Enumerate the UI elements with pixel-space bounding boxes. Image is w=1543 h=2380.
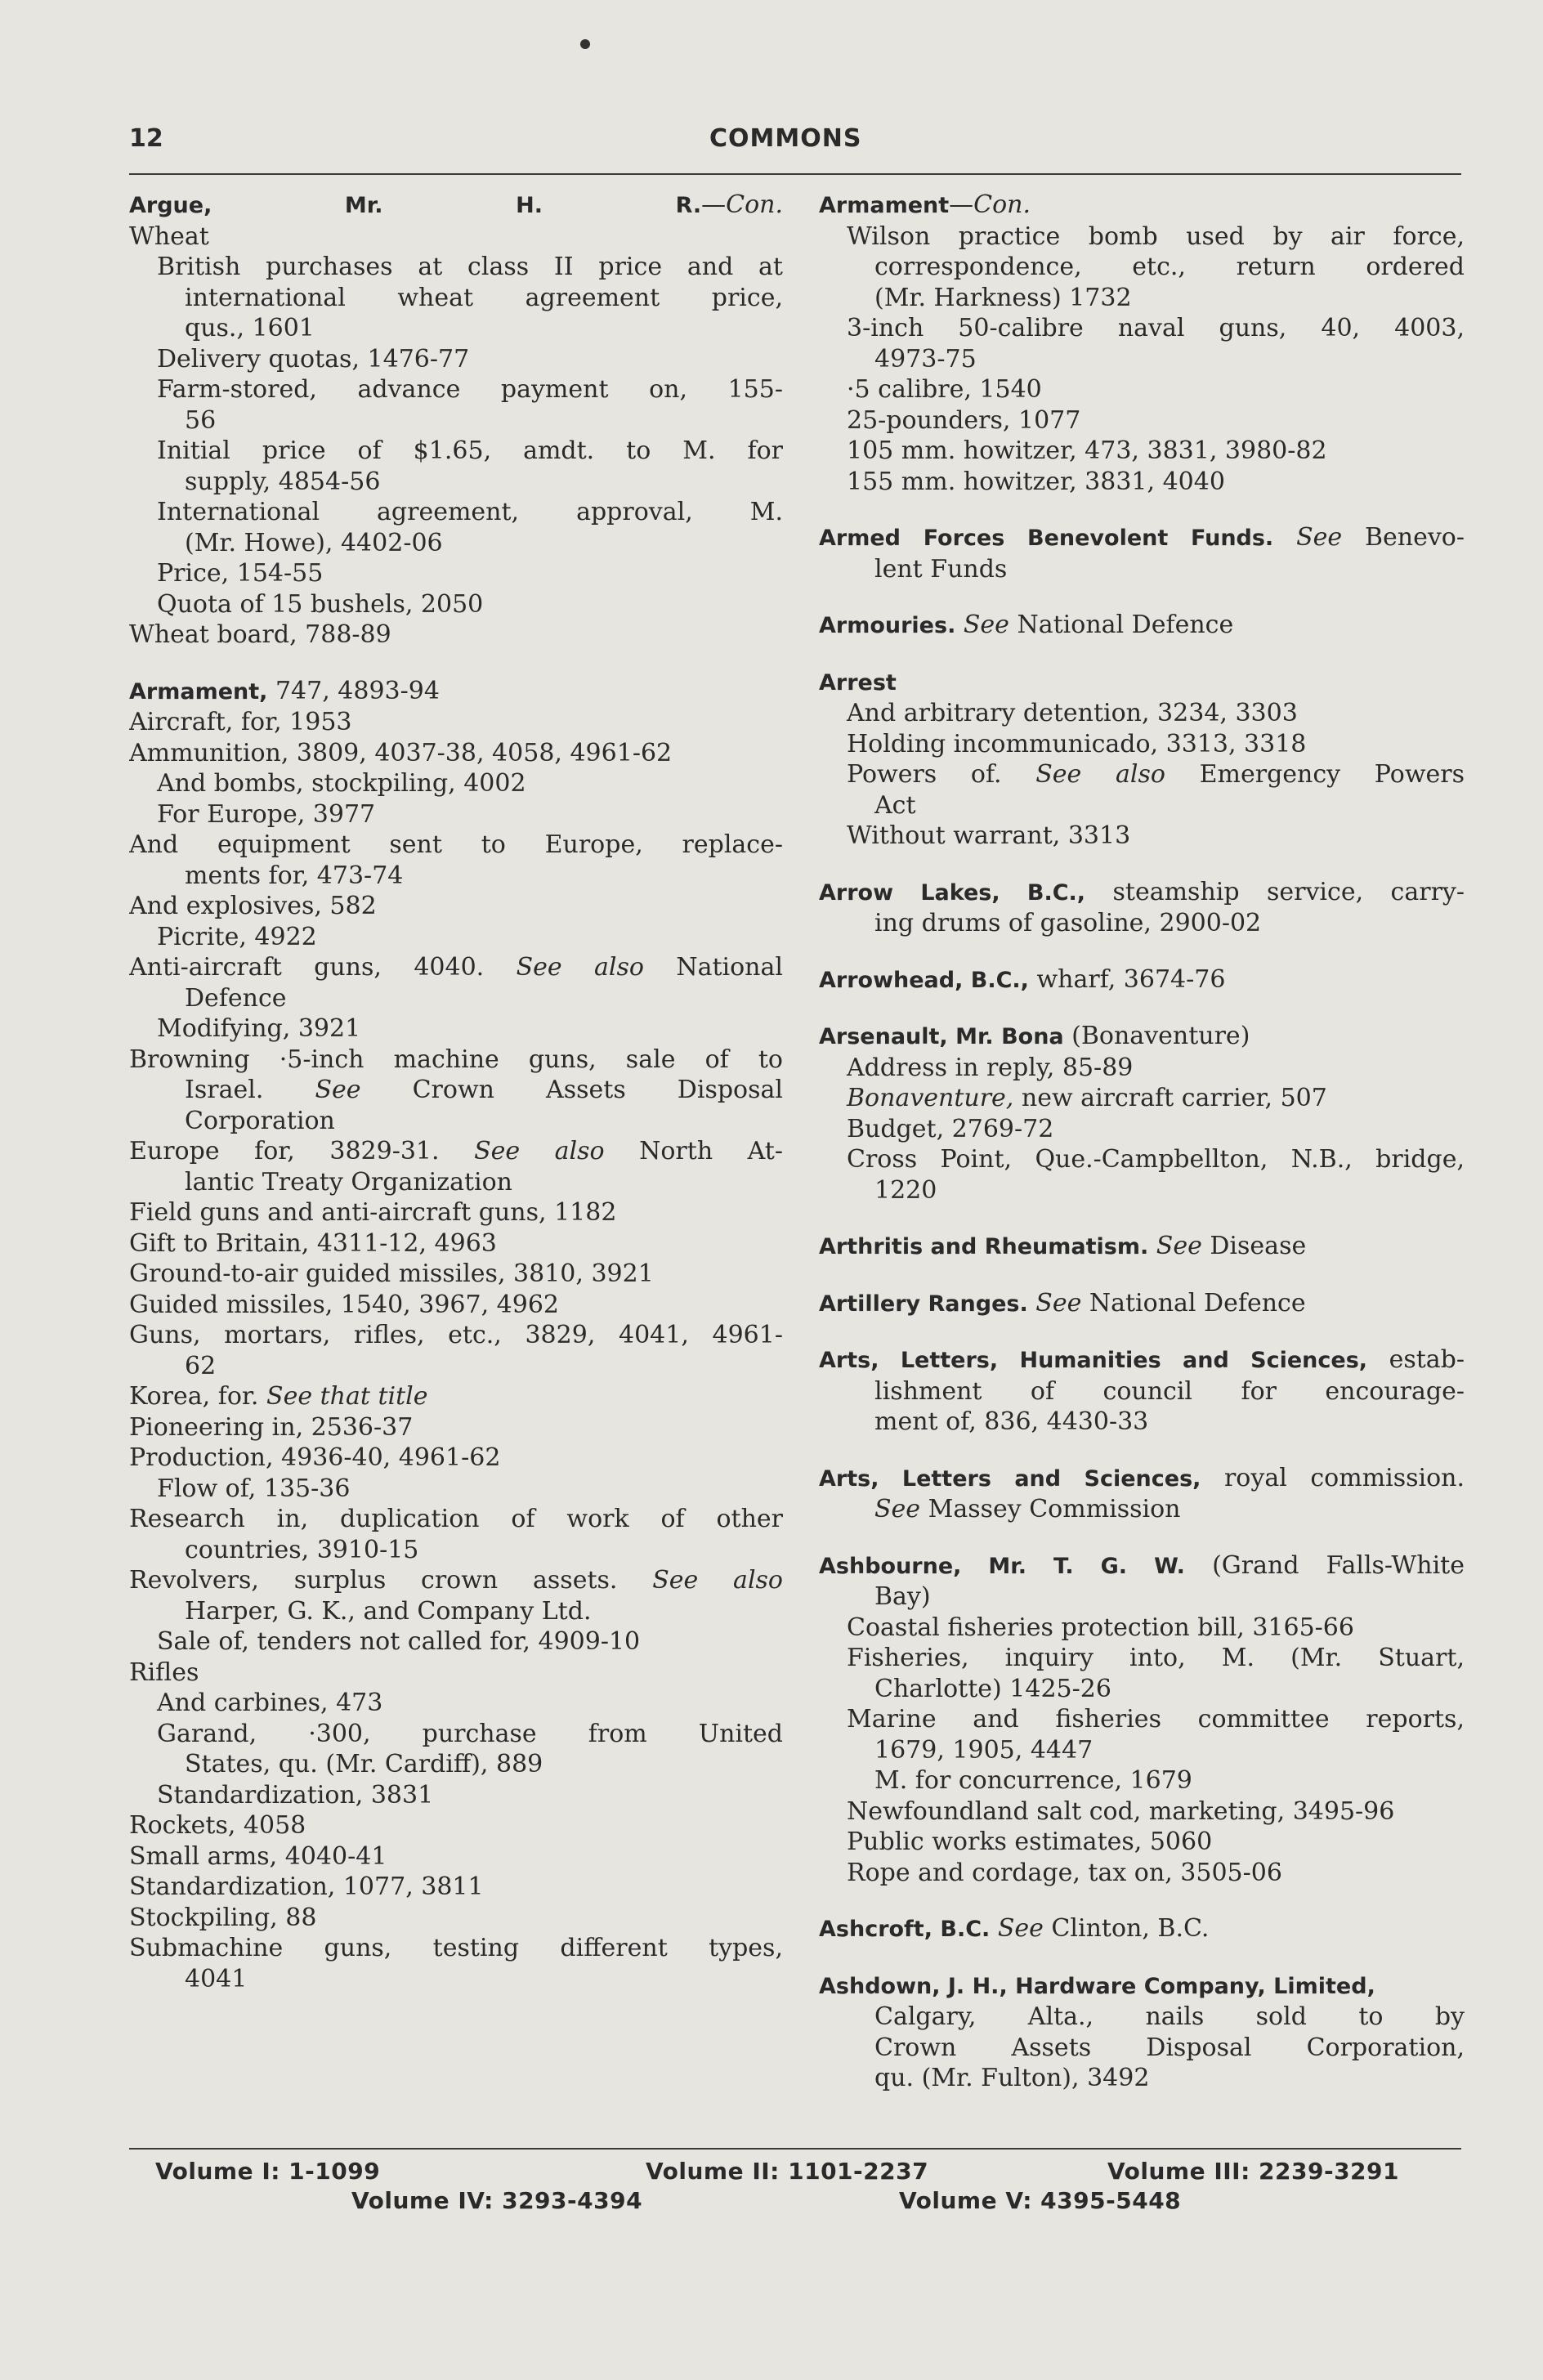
entry-text: lishment of council for encourage-: [874, 1376, 1465, 1406]
index-line: [819, 1463, 1465, 1495]
index-line: [819, 1581, 1465, 1613]
italic-reference: Con.: [973, 190, 1031, 219]
index-line: [819, 2063, 1465, 2094]
entry-heading: Arrow Lakes, B.C.,: [819, 879, 1086, 906]
index-entry: [819, 1463, 1465, 1525]
index-entry: [819, 667, 1465, 852]
entry-text: Gift to Britain, 4311-12, 4963: [129, 1228, 497, 1258]
entry-text: Newfoundland salt cod, marketing, 3495-96: [847, 1796, 1395, 1826]
index-line: [819, 964, 1465, 996]
entry-text: Clinton, B.C.: [1043, 1914, 1210, 1943]
index-line: [129, 313, 783, 344]
entry-heading: Ashdown, J. H., Hardware Company, Limited,: [819, 1973, 1375, 1999]
right-column: [819, 190, 1465, 2119]
index-line: [129, 1013, 783, 1045]
index-line: [129, 1719, 783, 1750]
index-line: [129, 1626, 783, 1658]
index-line: [129, 620, 783, 651]
index-line: [819, 1175, 1465, 1206]
entry-text: M. for concurrence, 1679: [874, 1766, 1192, 1795]
index-line: [819, 1376, 1465, 1407]
entry-text: Anti-aircraft guns, 4040.: [129, 953, 517, 982]
index-line: [129, 1933, 783, 1964]
entry-text: Research in, duplication of work of other: [129, 1505, 783, 1533]
entry-text: North At-: [604, 1137, 783, 1165]
entry-text: Massey Commission: [920, 1495, 1181, 1523]
entry-text: Standardization, 1077, 3811: [129, 1872, 484, 1901]
index-entry: [129, 676, 783, 1995]
index-line: [819, 190, 1465, 221]
entry-heading: Ashbourne, Mr. T. G. W.: [819, 1553, 1185, 1579]
left-column: [129, 190, 783, 2020]
entry-text: For Europe, 3977: [157, 799, 376, 829]
entry-text: Europe for, 3829-31.: [129, 1137, 475, 1165]
index-line: [819, 436, 1465, 467]
index-line: [819, 283, 1465, 314]
entry-text: Modifying, 3921: [157, 1014, 361, 1043]
entry-text: Pioneering in, 2536-37: [129, 1412, 414, 1442]
index-line: [129, 768, 783, 799]
italic-reference: See: [1035, 1288, 1082, 1318]
entry-text: Without warrant, 3313: [847, 821, 1131, 850]
index-line: [819, 313, 1465, 344]
entry-text: Picrite, 4922: [157, 922, 317, 951]
index-line: [129, 1504, 783, 1535]
entry-text: And equipment sent to Europe, replace-: [129, 830, 783, 859]
entry-text: Benevo-: [1342, 523, 1465, 552]
index-line: [129, 221, 783, 253]
index-line: [819, 667, 1465, 699]
index-entry: [819, 190, 1465, 497]
entry-text: Emergency Powers: [1165, 760, 1465, 789]
index-line: [129, 1412, 783, 1443]
entry-text: 4973-75: [874, 344, 977, 374]
entry-text: 4041: [185, 1964, 248, 1993]
entry-text: Garand, ·300, purchase from United: [157, 1719, 783, 1748]
index-line: [819, 1344, 1465, 1376]
index-line: [129, 190, 783, 221]
entry-heading: Ashcroft, B.C.: [819, 1917, 991, 1942]
index-entry: [819, 877, 1465, 939]
index-line: [129, 467, 783, 498]
entry-text: Public works estimates, 5060: [847, 1828, 1213, 1856]
entry-text: Charlotte) 1425-26: [874, 1674, 1111, 1703]
entry-text: 155 mm. howitzer, 3831, 4040: [847, 467, 1225, 496]
index-line: [819, 344, 1465, 375]
index-line: [129, 1535, 783, 1566]
entry-text: royal commission.: [1201, 1463, 1465, 1492]
index-line: [129, 1841, 783, 1872]
entry-text: (Mr. Harkness) 1732: [874, 283, 1132, 312]
entry-text: [1148, 1232, 1156, 1260]
index-line: [129, 952, 783, 983]
entry-text: Address in reply, 85-89: [847, 1053, 1134, 1082]
entry-text: steamship service, carry-: [1085, 877, 1465, 906]
entry-heading: Armament: [819, 193, 950, 218]
index-line: [129, 707, 783, 738]
entry-text: (Grand Falls-White: [1184, 1550, 1465, 1580]
index-line: [819, 1735, 1465, 1766]
entry-heading: Arts, Letters and Sciences,: [819, 1465, 1201, 1492]
index-line: [819, 2033, 1465, 2064]
entry-text: —: [701, 190, 727, 219]
index-line: [819, 2002, 1465, 2033]
entry-text: Guided missiles, 1540, 3967, 4962: [129, 1290, 560, 1319]
punch-hole-mark: [580, 39, 590, 49]
entry-heading: Artillery Ranges.: [819, 1291, 1028, 1317]
index-line: [819, 1083, 1465, 1114]
entry-text: qus., 1601: [185, 314, 315, 342]
entry-text: Crown Assets Disposal Corporation,: [874, 2033, 1465, 2062]
index-line: [129, 1351, 783, 1382]
volume-ii-range: Volume II: 1101-2237: [646, 2158, 929, 2185]
entry-text: States, qu. (Mr. Cardiff), 889: [185, 1750, 543, 1778]
index-line: [129, 1872, 783, 1903]
entry-text: Bay): [874, 1582, 931, 1611]
index-line: [819, 877, 1465, 909]
index-line: [129, 1749, 783, 1780]
index-line: [129, 861, 783, 892]
index-line: [129, 1810, 783, 1841]
index-line: [819, 759, 1465, 790]
index-line: [129, 983, 783, 1014]
index-line: [819, 1765, 1465, 1796]
entry-text: 62: [185, 1351, 217, 1380]
entry-text: —: [949, 190, 974, 219]
entry-text: correspondence, etc., return ordered: [874, 253, 1465, 281]
index-line: [129, 1106, 783, 1137]
entry-text: Coastal fisheries protection bill, 3165-66: [847, 1613, 1354, 1642]
index-line: [819, 821, 1465, 852]
index-line: [129, 528, 783, 559]
entry-text: Wilson practice bomb used by air force,: [847, 221, 1465, 251]
entry-text: National: [643, 953, 783, 982]
entry-text: supply, 4854-56: [185, 467, 381, 496]
index-line: [129, 1228, 783, 1259]
index-line: [819, 1407, 1465, 1438]
entry-text: Budget, 2769-72: [847, 1114, 1054, 1143]
index-entry: [819, 1971, 1465, 2094]
index-line: [819, 1288, 1465, 1320]
index-line: [819, 1827, 1465, 1858]
index-entry: [819, 1288, 1465, 1320]
index-line: [129, 558, 783, 589]
entry-text: Ground-to-air guided missiles, 3810, 3921: [129, 1259, 654, 1288]
entry-text: Corporation: [185, 1106, 335, 1135]
index-line: [129, 374, 783, 405]
entry-text: [990, 1914, 998, 1943]
index-line: [129, 1259, 783, 1290]
header-rule: [129, 173, 1461, 175]
index-line: [819, 1231, 1465, 1263]
index-line: [129, 252, 783, 283]
index-line: [129, 1596, 783, 1627]
italic-reference: See that title: [266, 1382, 428, 1411]
entry-text: [1273, 523, 1296, 552]
index-entry: [819, 1344, 1465, 1438]
index-line: [819, 908, 1465, 939]
index-line: [819, 1913, 1465, 1945]
index-line: [819, 1858, 1465, 1889]
volume-i-range: Volume I: 1-1099: [155, 2158, 381, 2185]
entry-text: (Mr. Howe), 4402-06: [185, 528, 443, 557]
entry-text: Marine and fisheries committee reports,: [847, 1705, 1465, 1734]
index-line: [819, 1613, 1465, 1644]
entry-text: Farm-stored, advance payment on, 155-: [157, 375, 783, 404]
entry-text: 25-pounders, 1077: [847, 405, 1081, 435]
footer-rule: [129, 2148, 1461, 2150]
index-line: [129, 589, 783, 620]
index-line: [819, 1053, 1465, 1084]
entry-heading: Armament,: [129, 678, 268, 705]
entry-text: National Defence: [1009, 611, 1234, 639]
index-line: [129, 436, 783, 467]
index-line: [819, 1114, 1465, 1145]
entry-text: Price, 154-55: [157, 559, 324, 588]
entry-text: estab-: [1367, 1345, 1465, 1374]
index-line: [129, 1136, 783, 1167]
index-line: [819, 1971, 1465, 2002]
entry-heading: Arrest: [819, 669, 897, 696]
index-line: [129, 922, 783, 953]
italic-reference: See also: [1035, 760, 1165, 789]
index-line: [819, 610, 1465, 642]
index-entry: [819, 1913, 1465, 1945]
entry-text: Calgary, Alta., nails sold to by: [874, 2002, 1465, 2031]
volume-iv-range: Volume IV: 3293-4394: [351, 2187, 643, 2214]
entry-text: Act: [874, 790, 916, 820]
index-line: [819, 1674, 1465, 1705]
entry-text: Ammunition, 3809, 4037-38, 4058, 4961-62: [129, 738, 673, 767]
entry-text: Harper, G. K., and Company Ltd.: [185, 1596, 592, 1626]
index-line: [129, 891, 783, 922]
italic-reference: See: [315, 1076, 361, 1104]
entry-text: Holding incommunicado, 3313, 3318: [847, 729, 1307, 758]
index-line: [819, 1494, 1465, 1525]
entry-text: lantic Treaty Organization: [185, 1167, 512, 1197]
entry-text: ing drums of gasoline, 2900-02: [874, 909, 1262, 937]
entry-text: National Defence: [1081, 1288, 1306, 1318]
index-line: [129, 1964, 783, 1995]
entry-text: And bombs, stockpiling, 4002: [157, 769, 526, 798]
index-line: [819, 1144, 1465, 1175]
entry-heading: Armouries.: [819, 613, 956, 638]
entry-text: 56: [185, 405, 217, 435]
entry-text: Sale of, tenders not called for, 4909-10: [157, 1627, 641, 1656]
index-line: [819, 405, 1465, 436]
entry-text: Initial price of $1.65, amdt. to M. for: [157, 436, 783, 465]
italic-reference: See: [874, 1495, 921, 1523]
entry-text: And explosives, 582: [129, 892, 377, 920]
entry-text: 1220: [874, 1175, 937, 1205]
italic-reference: See: [1296, 523, 1343, 552]
index-line: [129, 1688, 783, 1719]
index-line: [129, 1075, 783, 1106]
entry-text: Wheat: [129, 221, 209, 251]
italic-reference: See also: [652, 1566, 783, 1595]
entry-text: Rockets, 4058: [129, 1811, 306, 1840]
entry-text: Cross Point, Que.-Campbellton, N.B., bridge,: [847, 1145, 1465, 1174]
index-entry: [819, 610, 1465, 642]
entry-heading: Arts, Letters, Humanities and Sciences,: [819, 1348, 1368, 1373]
entry-text: Delivery quotas, 1476-77: [157, 344, 470, 374]
entry-text: International agreement, approval, M.: [157, 498, 783, 526]
index-entry: [819, 1231, 1465, 1263]
index-line: [129, 1780, 783, 1811]
italic-reference: See also: [516, 953, 644, 982]
index-line: [819, 1643, 1465, 1674]
entry-text: countries, 3910-15: [185, 1535, 419, 1564]
entry-text: [955, 611, 964, 639]
index-line: [129, 405, 783, 436]
entry-text: Israel.: [185, 1076, 315, 1104]
entry-text: And carbines, 473: [157, 1689, 383, 1717]
entry-heading: Armed Forces Benevolent Funds.: [819, 526, 1274, 551]
entry-text: Fisheries, inquiry into, M. (Mr. Stuart,: [847, 1644, 1465, 1672]
entry-text: Korea, for.: [129, 1382, 267, 1411]
entry-text: Stockpiling, 88: [129, 1903, 317, 1932]
index-line: [129, 1565, 783, 1596]
entry-text: 3-inch 50-calibre naval guns, 40, 4003,: [847, 314, 1465, 342]
entry-text: wharf, 3674-76: [1028, 964, 1226, 994]
entry-text: And arbitrary detention, 3234, 3303: [847, 699, 1298, 727]
entry-text: Rifles: [129, 1658, 199, 1687]
entry-text: Rope and cordage, tax on, 3505-06: [847, 1858, 1282, 1887]
index-line: [129, 1167, 783, 1198]
volume-iii-range: Volume III: 2239-3291: [1107, 2158, 1399, 2185]
index-line: [819, 554, 1465, 585]
entry-heading: Argue, Mr. H. R.: [129, 193, 702, 218]
index-line: [819, 1796, 1465, 1828]
entry-text: Production, 4936-40, 4961-62: [129, 1443, 501, 1472]
index-line: [819, 221, 1465, 253]
entry-text: ·5 calibre, 1540: [847, 375, 1042, 404]
index-entry: [819, 964, 1465, 996]
italic-reference: See: [997, 1914, 1044, 1943]
entry-text: Powers of.: [847, 760, 1036, 789]
entry-text: Browning ·5-inch machine guns, sale of to: [129, 1045, 783, 1074]
index-line: [819, 1704, 1465, 1735]
index-line: [819, 790, 1465, 821]
entry-text: Wheat board, 788-89: [129, 620, 391, 649]
index-line: [819, 252, 1465, 283]
index-line: [129, 1381, 783, 1412]
entry-text: Flow of, 135-36: [157, 1474, 351, 1503]
index-line: [129, 1197, 783, 1228]
italic-reference: Con.: [726, 190, 783, 219]
entry-text: Quota of 15 bushels, 2050: [157, 589, 484, 619]
index-line: [129, 738, 783, 769]
page-number: 12: [129, 124, 163, 153]
entry-text: British purchases at class II price and at: [157, 253, 783, 281]
index-entry: [819, 522, 1465, 584]
index-line: [129, 1320, 783, 1351]
italic-reference: Bonaventure,: [847, 1084, 1014, 1112]
italic-reference: See: [1156, 1232, 1202, 1260]
index-line: [129, 283, 783, 314]
entry-heading: Arrowhead, B.C.,: [819, 967, 1029, 993]
entry-text: Crown Assets Disposal: [360, 1076, 783, 1104]
entry-text: Revolvers, surplus crown assets.: [129, 1566, 653, 1595]
index-line: [819, 467, 1465, 498]
index-line: [129, 497, 783, 528]
index-line: [129, 676, 783, 708]
entry-text: Standardization, 3831: [157, 1780, 434, 1810]
entry-text: Small arms, 4040-41: [129, 1841, 387, 1871]
entry-text: qu. (Mr. Fulton), 3492: [874, 2064, 1150, 2092]
entry-text: international wheat agreement price,: [185, 283, 783, 312]
index-line: [129, 1290, 783, 1321]
entry-heading: Arthritis and Rheumatism.: [819, 1234, 1149, 1259]
index-line: [819, 374, 1465, 405]
index-line: [129, 1443, 783, 1474]
index-line: [819, 1021, 1465, 1053]
entry-text: Submachine guns, testing different types,: [129, 1934, 783, 1962]
index-line: [129, 830, 783, 861]
italic-reference: See also: [474, 1137, 605, 1165]
entry-text: 105 mm. howitzer, 473, 3831, 3980-82: [847, 436, 1327, 465]
index-entry: [819, 1021, 1465, 1206]
entry-text: [1028, 1289, 1036, 1318]
entry-text: new aircraft carrier, 507: [1013, 1084, 1327, 1112]
index-line: [819, 698, 1465, 729]
index-entry: [129, 190, 783, 651]
index-line: [129, 344, 783, 375]
index-line: [129, 1903, 783, 1934]
index-line: [129, 1474, 783, 1505]
entry-heading: Arsenault, Mr. Bona: [819, 1024, 1064, 1049]
entry-text: ments for, 473-74: [185, 861, 404, 890]
running-head: COMMONS: [709, 124, 862, 153]
entry-text: Defence: [185, 983, 287, 1013]
entry-text: (Bonaventure): [1063, 1022, 1250, 1050]
index-line: [819, 522, 1465, 554]
entry-text: 1679, 1905, 4447: [874, 1735, 1094, 1765]
index-line: [129, 1658, 783, 1689]
entry-text: ment of, 836, 4430-33: [874, 1407, 1149, 1436]
index-entry: [819, 1550, 1465, 1889]
index-line: [819, 729, 1465, 760]
entry-text: Disease: [1201, 1232, 1307, 1260]
volume-v-range: Volume V: 4395-5448: [899, 2187, 1182, 2214]
index-line: [819, 1550, 1465, 1582]
entry-text: 747, 4893-94: [267, 676, 440, 705]
entry-text: lent Funds: [874, 554, 1008, 584]
index-line: [129, 799, 783, 830]
italic-reference: See: [963, 611, 1009, 639]
entry-text: Field guns and anti-aircraft guns, 1182: [129, 1198, 617, 1227]
entry-text: Guns, mortars, rifles, etc., 3829, 4041, 4961-: [129, 1321, 783, 1349]
entry-text: Aircraft, for, 1953: [129, 708, 352, 736]
index-line: [129, 1045, 783, 1076]
